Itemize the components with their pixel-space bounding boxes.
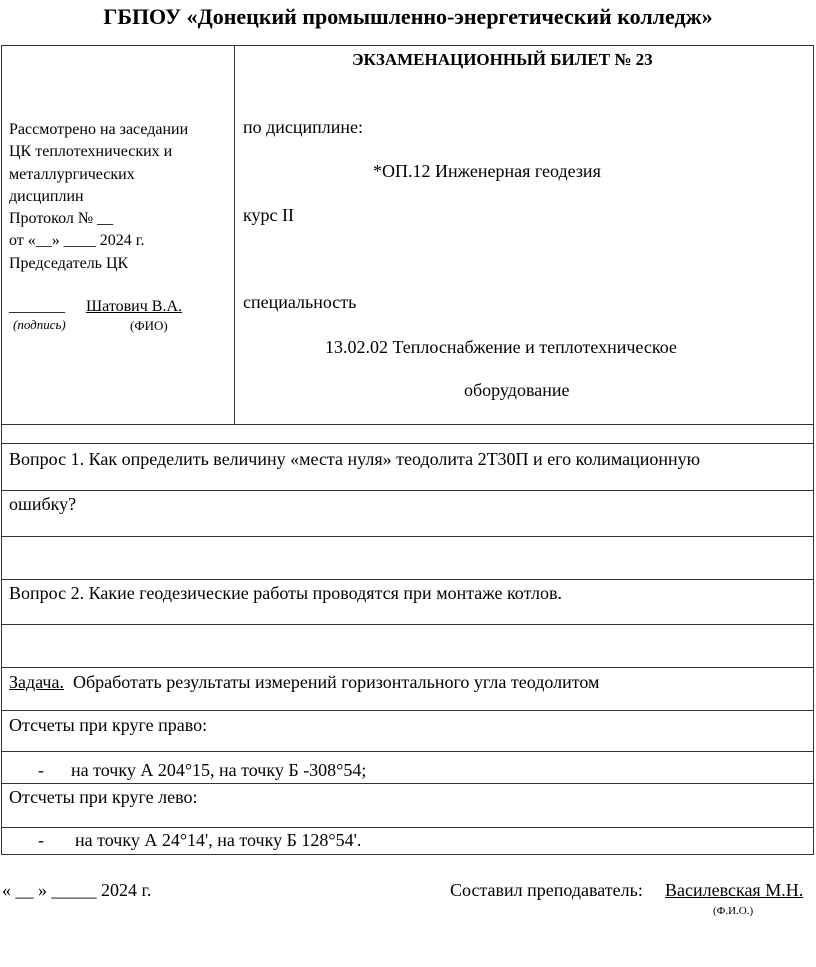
row-divider: [2, 827, 813, 828]
question-1-continuation: ошибку?: [9, 494, 77, 514]
column-divider: [234, 46, 235, 424]
discipline-label: по дисциплине:: [243, 117, 364, 137]
list-dash: -: [38, 760, 44, 780]
row-divider: [2, 667, 813, 668]
approval-block: [9, 119, 188, 275]
specialty-label: специальность: [243, 292, 357, 312]
composer-name: Василевская М.Н.: [665, 880, 804, 900]
row-divider: [2, 443, 813, 444]
row-divider: [2, 490, 813, 491]
task-label: Задача.: [9, 672, 64, 692]
row-divider: [2, 624, 813, 625]
approval-line: Председатель ЦК: [9, 254, 129, 272]
signature-caption: (подпись): [13, 317, 66, 332]
left-circle-values: на точку А 24°14', на точку Б 128°54'.: [75, 830, 362, 850]
approval-line: Рассмотрено на заседании: [9, 121, 189, 138]
approval-line: металлургических: [9, 165, 135, 183]
task-row: [9, 672, 599, 693]
approval-line: Протокол № __: [9, 210, 114, 228]
specialty-line: 13.02.02 Теплоснабжение и теплотехническое: [325, 337, 677, 357]
right-circle-values: на точку А 204°15, на точку Б -308°54;: [71, 760, 367, 780]
approval-line: от «__» ____ 2024 г.: [9, 232, 145, 250]
footer-date: « __ » _____ 2024 г.: [2, 880, 152, 900]
chair-name: Шатович В.А.: [86, 298, 182, 315]
ticket-title: ЭКЗАМЕНАЦИОННЫЙ БИЛЕТ № 23: [352, 50, 653, 69]
composer-name-caption: (Ф.И.О.): [713, 905, 754, 917]
discipline-name: *ОП.12 Инженерная геодезия: [373, 161, 601, 181]
question-1: Вопрос 1. Как определить величину «места нуля» теодолита 2Т30П и его колимационную: [9, 449, 701, 469]
list-dash: -: [38, 830, 44, 850]
composer-label: Составил преподаватель:: [450, 880, 643, 900]
row-divider: [2, 536, 813, 537]
signature-blank: _______: [9, 298, 65, 315]
row-divider: [2, 424, 813, 425]
specialty-line: оборудование: [464, 380, 570, 400]
row-divider: [2, 579, 813, 580]
row-divider: [2, 783, 813, 784]
approval-line: дисциплин: [9, 187, 84, 205]
task-text: Обработать результаты измерений горизонтального угла теодолитом: [72, 672, 600, 692]
question-2: Вопрос 2. Какие геодезические работы проводятся при монтаже котлов.: [9, 583, 562, 603]
course: курс II: [243, 205, 294, 225]
row-divider: [2, 710, 813, 711]
left-circle-label: Отсчеты при круге лево:: [9, 787, 198, 807]
right-circle-label: Отсчеты при круге право:: [9, 715, 208, 735]
row-divider: [2, 751, 813, 752]
page-title: ГБПОУ «Донецкий промышленно-энергетический колледж»: [103, 4, 713, 29]
approval-line: ЦК теплотехнических и: [9, 143, 173, 161]
name-caption: (ФИО): [130, 318, 168, 333]
